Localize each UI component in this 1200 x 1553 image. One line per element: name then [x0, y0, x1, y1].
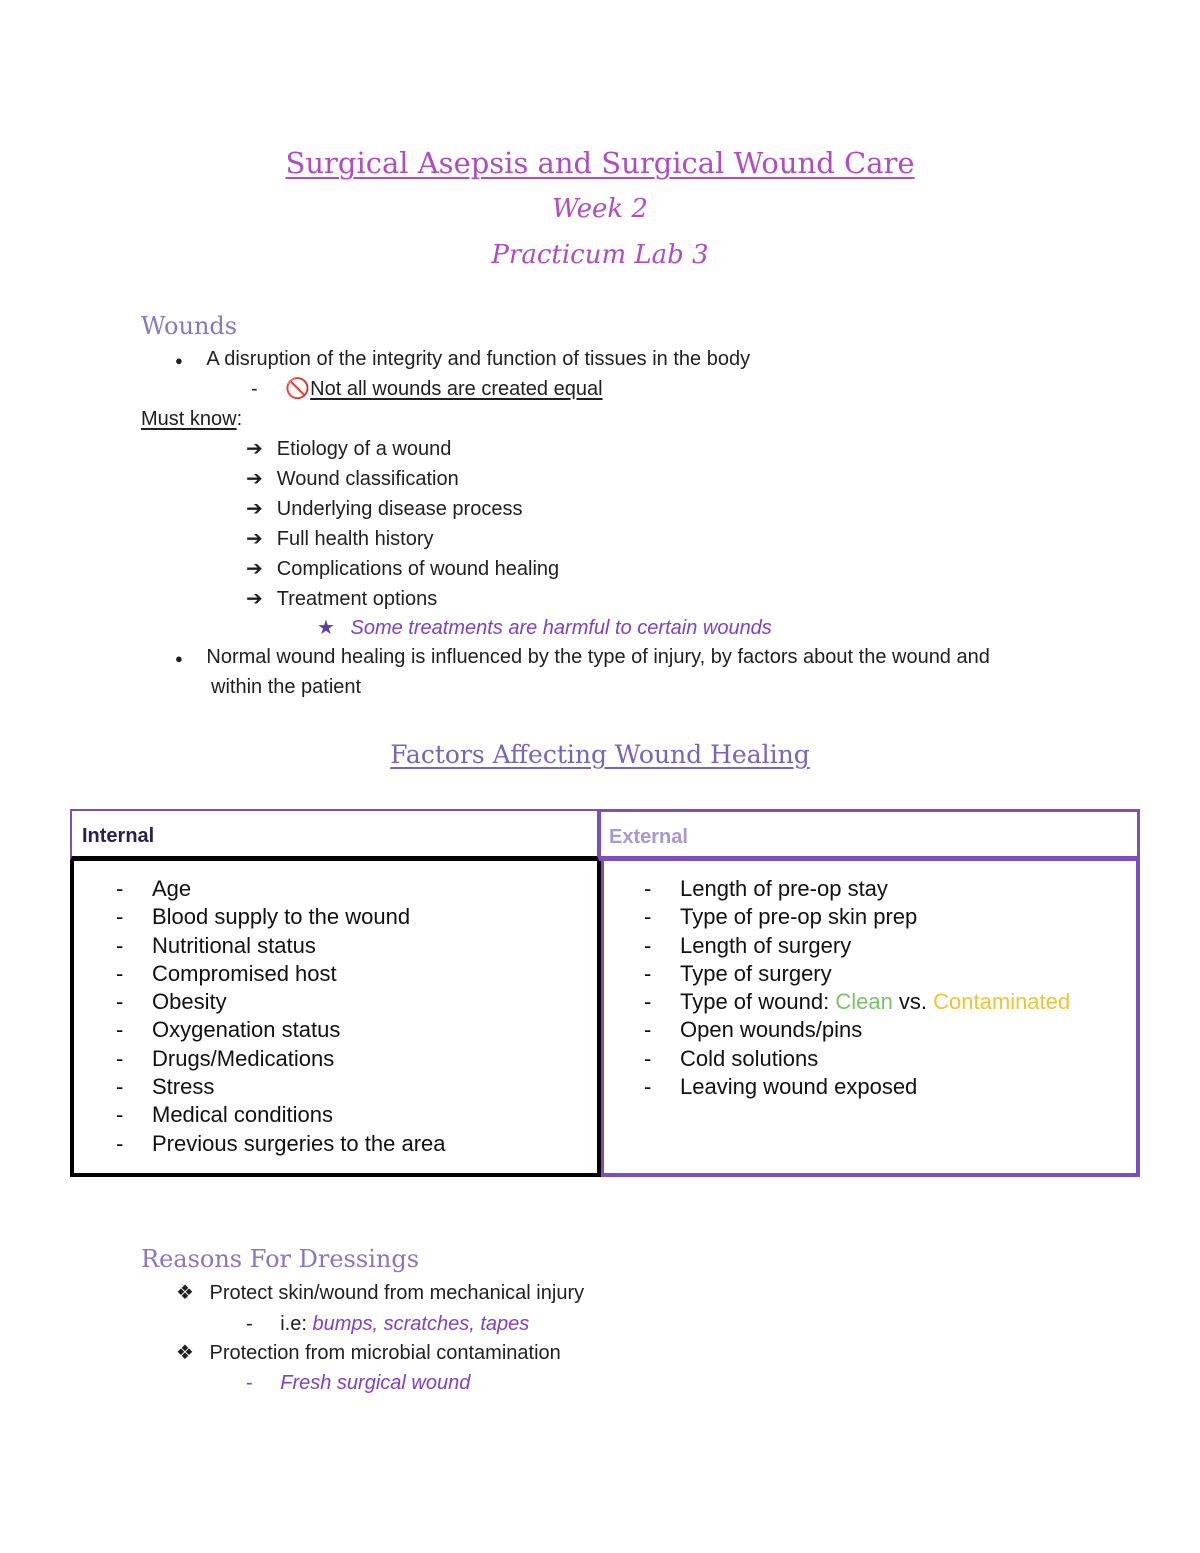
- factor-item: [116, 1101, 446, 1129]
- dressings-heading: Reasons For Dressings: [141, 1245, 420, 1273]
- factor-text: Length of surgery: [680, 932, 852, 958]
- must-know-label: Full health history: [276, 528, 434, 550]
- arrow-icon: ➔: [246, 438, 263, 460]
- star-icon: ★: [317, 617, 335, 639]
- factor-item: [116, 875, 446, 903]
- dash: -: [116, 904, 124, 930]
- wounds-heading: Wounds: [141, 312, 238, 340]
- factor-item: [644, 1045, 1070, 1073]
- dash: -: [644, 1074, 652, 1100]
- dressings-item-2-sub: - Fresh surgical wound: [246, 1372, 471, 1394]
- factor-item: [644, 903, 1070, 931]
- must-know-label: Wound classification: [276, 468, 459, 490]
- factor-text: Oxygenation status: [152, 1017, 341, 1043]
- factor-item: [644, 932, 1070, 960]
- dressings-item-1: ❖ Protect skin/wound from mechanical injury: [176, 1282, 585, 1304]
- must-know-item: [246, 554, 559, 584]
- dash: -: [116, 960, 124, 986]
- factor-item: [116, 1073, 446, 1101]
- factor-item: [644, 1016, 1070, 1044]
- contaminated-label: Contaminated: [933, 989, 1071, 1015]
- dash: -: [116, 1102, 124, 1128]
- factor-text: Nutritional status: [152, 932, 316, 958]
- prohibited-icon: 🚫: [285, 378, 311, 400]
- dash: -: [116, 876, 124, 901]
- factors-table: [70, 809, 1140, 1177]
- must-know-label: Complications of wound healing: [276, 558, 560, 580]
- dash: -: [246, 1313, 253, 1335]
- wounds-bullet-2: ● Normal wound healing is influenced by the type of injury, by factors about the wound and: [175, 646, 990, 668]
- external-cell: [601, 861, 1140, 1177]
- factor-text: Compromised host: [152, 960, 337, 986]
- factor-item: [116, 932, 446, 960]
- arrow-icon: ➔: [246, 558, 263, 580]
- factors-heading: Factors Affecting Wound Healing: [390, 740, 810, 769]
- wounds-bullet-1: ● A disruption of the integrity and function of tissues in the body: [175, 348, 751, 370]
- factor-text: Leaving wound exposed: [680, 1074, 918, 1100]
- must-know-item: [246, 524, 434, 554]
- factor-item: [116, 1016, 446, 1044]
- must-know-item: [246, 584, 437, 614]
- factor-text: Length of pre-op stay: [680, 876, 888, 901]
- week-subtitle: Week 2: [552, 194, 648, 224]
- clean-label: Clean: [835, 989, 893, 1015]
- dash: -: [644, 932, 652, 958]
- bullet-dot: ●: [175, 651, 183, 666]
- dash: -: [246, 1372, 253, 1394]
- factor-text: Open wounds/pins: [680, 1017, 863, 1043]
- dash: -: [116, 1130, 124, 1156]
- must-know-label: Underlying disease process: [276, 498, 523, 520]
- factor-text: Medical conditions: [152, 1102, 333, 1128]
- dash: -: [644, 904, 652, 930]
- dressings-item-2: ❖ Protection from microbial contamination: [176, 1342, 561, 1364]
- must-know-item: [246, 434, 451, 464]
- dash: -: [251, 378, 258, 400]
- must-know-label: Etiology of a wound: [276, 438, 452, 460]
- factor-text: Obesity: [152, 989, 227, 1015]
- dash: -: [116, 1074, 124, 1100]
- factor-item: [644, 988, 1070, 1016]
- diamond-icon: ❖: [176, 1342, 194, 1364]
- lab-subtitle: Practicum Lab 3: [491, 240, 709, 270]
- dash: -: [116, 1045, 124, 1071]
- dash: -: [644, 989, 652, 1015]
- factor-item: [116, 903, 446, 931]
- external-header-cell: [599, 809, 1140, 861]
- factor-text: vs.: [892, 989, 934, 1015]
- dash: -: [116, 989, 124, 1015]
- external-header: External: [609, 826, 688, 848]
- must-know-label: Treatment options: [276, 588, 438, 610]
- arrow-icon: ➔: [246, 498, 263, 520]
- internal-header-cell: [70, 809, 599, 861]
- internal-header: Internal: [82, 825, 155, 847]
- factor-item: [644, 960, 1070, 988]
- must-know-item: [246, 494, 522, 524]
- internal-list: [116, 875, 446, 1158]
- dash: -: [644, 1017, 652, 1043]
- arrow-icon: ➔: [246, 528, 263, 550]
- dash: -: [644, 960, 652, 986]
- factor-text: Cold solutions: [680, 1045, 819, 1071]
- dash: -: [116, 1017, 124, 1043]
- must-know-item: [246, 464, 459, 494]
- factor-text: Previous surgeries to the area: [152, 1130, 446, 1156]
- bullet-dot: ●: [175, 353, 183, 368]
- arrow-icon: ➔: [246, 468, 263, 490]
- star-note: ★ Some treatments are harmful to certain wounds: [317, 617, 772, 639]
- factor-text: Stress: [152, 1074, 215, 1100]
- dash: -: [644, 876, 652, 901]
- dressings-item-1-sub: - i.e: bumps, scratches, tapes: [246, 1313, 530, 1335]
- factor-text: Type of surgery: [680, 960, 832, 986]
- factor-item: [644, 1073, 1070, 1101]
- factor-text: Type of wound:: [680, 989, 836, 1015]
- diamond-icon: ❖: [176, 1282, 194, 1304]
- arrow-icon: ➔: [246, 588, 263, 610]
- factor-item: [116, 1130, 446, 1158]
- wounds-subnote: - 🚫Not all wounds are created equal: [251, 378, 603, 400]
- wounds-bullet-2-cont: within the patient: [211, 676, 362, 698]
- internal-cell: [70, 861, 601, 1177]
- dash: -: [116, 932, 124, 958]
- factor-text: Blood supply to the wound: [152, 904, 411, 930]
- factor-text: Age: [152, 876, 192, 901]
- dash: -: [644, 1045, 652, 1071]
- factor-item: [116, 988, 446, 1016]
- factor-item: [116, 1045, 446, 1073]
- factor-item: [116, 960, 446, 988]
- must-know-label: Must know:: [141, 408, 243, 430]
- page-title: Surgical Asepsis and Surgical Wound Care: [285, 146, 915, 180]
- factor-text: Drugs/Medications: [152, 1045, 335, 1071]
- external-list: [644, 875, 1070, 1101]
- factor-text: Type of pre-op skin prep: [680, 904, 918, 930]
- factor-item: [644, 875, 1070, 903]
